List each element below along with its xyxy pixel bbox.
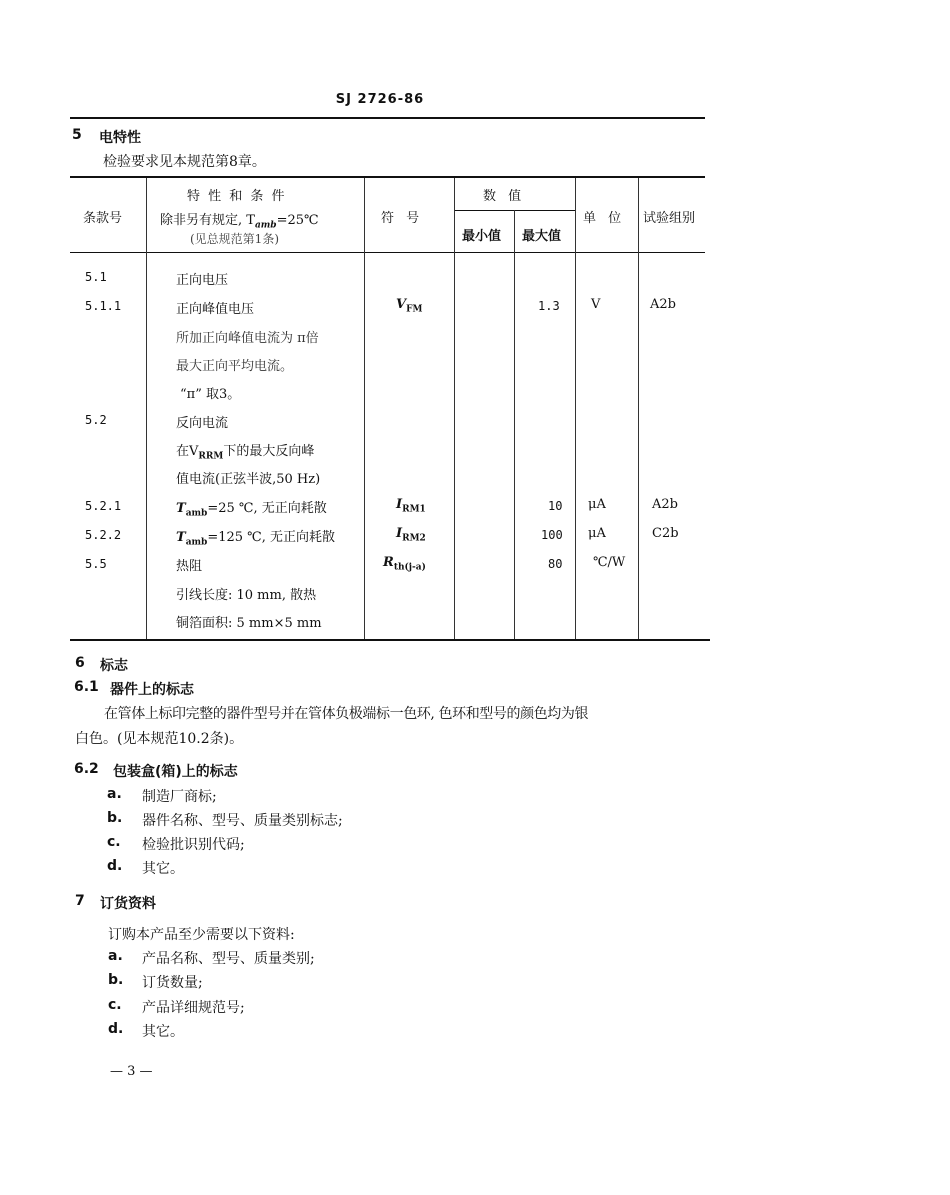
page-number: — 3 — bbox=[110, 1064, 153, 1079]
list-item: 器件名称、型号、质量类别标志; bbox=[142, 813, 343, 829]
th-unit: 单 位 bbox=[583, 211, 626, 226]
row-unit: V bbox=[591, 297, 601, 312]
section6-1-title: 器件上的标志 bbox=[110, 682, 194, 698]
table-header-rule bbox=[70, 252, 705, 253]
th-value: 数 值 bbox=[483, 189, 526, 204]
row-group: C2b bbox=[652, 526, 679, 541]
col-divider bbox=[575, 178, 576, 639]
col-divider bbox=[514, 210, 515, 639]
row-cond: 引线长度: 10 mm, 散热 bbox=[176, 588, 317, 603]
row-symbol: $I_{RM2}$ bbox=[396, 526, 426, 544]
row-clause: 5.1 bbox=[85, 270, 107, 284]
col-divider bbox=[638, 178, 639, 639]
th-cond-line2: 除非另有规定, $T_{amb}=25℃$ bbox=[160, 213, 319, 231]
row-clause: 5.1.1 bbox=[85, 299, 122, 313]
list-item: 订货数量; bbox=[142, 975, 203, 991]
row-clause: 5.2 bbox=[85, 413, 107, 427]
section6-2-number: 6.2 bbox=[74, 761, 99, 777]
row-unit: μA bbox=[588, 526, 606, 541]
row-symbol: $R_{th(j-a)}$ bbox=[383, 555, 426, 573]
row-unit: ℃/W bbox=[593, 555, 626, 570]
list-letter: b. bbox=[108, 972, 124, 988]
table-bottom-rule bbox=[70, 639, 710, 641]
table-top-rule bbox=[70, 176, 705, 178]
list-letter: c. bbox=[108, 997, 122, 1013]
row-group: A2b bbox=[652, 497, 678, 512]
row-cond: 所加正向峰值电流为 π倍 bbox=[176, 331, 319, 346]
list-letter: a. bbox=[107, 786, 122, 802]
th-cond-line1: 特 性 和 条 件 bbox=[187, 189, 287, 204]
section6-title: 标志 bbox=[100, 658, 128, 674]
row-cond: 正向峰值电压 bbox=[176, 302, 255, 317]
row-clause: 5.2.1 bbox=[85, 499, 122, 513]
list-item: 其它。 bbox=[142, 861, 184, 877]
list-letter: d. bbox=[108, 1021, 124, 1037]
row-clause: 5.2.2 bbox=[85, 528, 122, 542]
section5-title: 电特性 bbox=[99, 130, 141, 146]
col-divider bbox=[454, 178, 455, 639]
row-cond: 铜箔面积: 5 mm×5 mm bbox=[176, 616, 322, 631]
section5-number: 5 bbox=[72, 127, 82, 143]
section7-number: 7 bbox=[75, 893, 85, 909]
row-cond: 热阻 bbox=[176, 559, 203, 574]
row-cond: $T_{amb}=125$ ℃, 无正向耗散 bbox=[176, 530, 335, 548]
section6-1-number: 6.1 bbox=[74, 679, 99, 695]
row-cond: $T_{amb}=25$ ℃, 无正向耗散 bbox=[176, 501, 327, 519]
section6-2-title: 包装盒(箱)上的标志 bbox=[113, 764, 238, 780]
list-item: 制造厂商标; bbox=[142, 789, 217, 805]
row-unit: μA bbox=[588, 497, 606, 512]
list-letter: b. bbox=[107, 810, 123, 826]
row-cond: 最大正向平均电流。 bbox=[176, 359, 294, 374]
th-symbol: 符 号 bbox=[381, 211, 424, 226]
row-max: 10 bbox=[548, 499, 563, 513]
list-letter: a. bbox=[108, 948, 123, 964]
th-min: 最小值 bbox=[462, 229, 502, 244]
row-clause: 5.5 bbox=[85, 557, 107, 571]
th-group: 试验组别 bbox=[643, 211, 696, 226]
row-max: 100 bbox=[541, 528, 563, 542]
row-symbol: $V_{FM}$ bbox=[396, 297, 423, 315]
row-max: 1.3 bbox=[538, 299, 560, 313]
col-divider bbox=[364, 178, 365, 639]
list-letter: c. bbox=[107, 834, 121, 850]
list-item: 产品详细规范号; bbox=[142, 1000, 245, 1016]
col-divider bbox=[146, 178, 147, 639]
row-symbol: $I_{RM1}$ bbox=[396, 497, 426, 515]
section5-intro: 检验要求见本规范第8章。 bbox=[103, 154, 266, 170]
th-max: 最大值 bbox=[522, 229, 562, 244]
section7-title: 订货资料 bbox=[100, 896, 156, 912]
row-cond: 反向电流 bbox=[176, 416, 229, 431]
row-cond: “π” 取3。 bbox=[180, 387, 241, 402]
th-cond-line3: (见总规范第1条) bbox=[190, 232, 279, 246]
section6-1-text-line1: 在管体上标印完整的器件型号并在管体负极端标一色环, 色环和型号的颜色均为银 bbox=[104, 706, 589, 722]
list-item: 其它。 bbox=[142, 1024, 184, 1040]
section7-intro: 订购本产品至少需要以下资料: bbox=[108, 927, 295, 943]
section6-1-text-line2: 白色。(见本规范10.2条)。 bbox=[75, 731, 244, 747]
section6-number: 6 bbox=[75, 655, 85, 671]
row-max: 80 bbox=[548, 557, 563, 571]
list-item: 产品名称、型号、质量类别; bbox=[142, 951, 315, 967]
header-rule bbox=[70, 117, 705, 119]
row-cond: 在$V_{RRM}$下的最大反向峰 bbox=[176, 444, 315, 462]
row-group: A2b bbox=[650, 297, 676, 312]
row-cond: 值电流(正弦半波,50 Hz) bbox=[176, 472, 321, 487]
list-item: 检验批识别代码; bbox=[142, 837, 245, 853]
th-clause: 条款号 bbox=[83, 211, 123, 226]
list-letter: d. bbox=[107, 858, 123, 874]
doc-code: SJ 2726-86 bbox=[335, 92, 425, 107]
row-cond: 正向电压 bbox=[176, 273, 229, 288]
